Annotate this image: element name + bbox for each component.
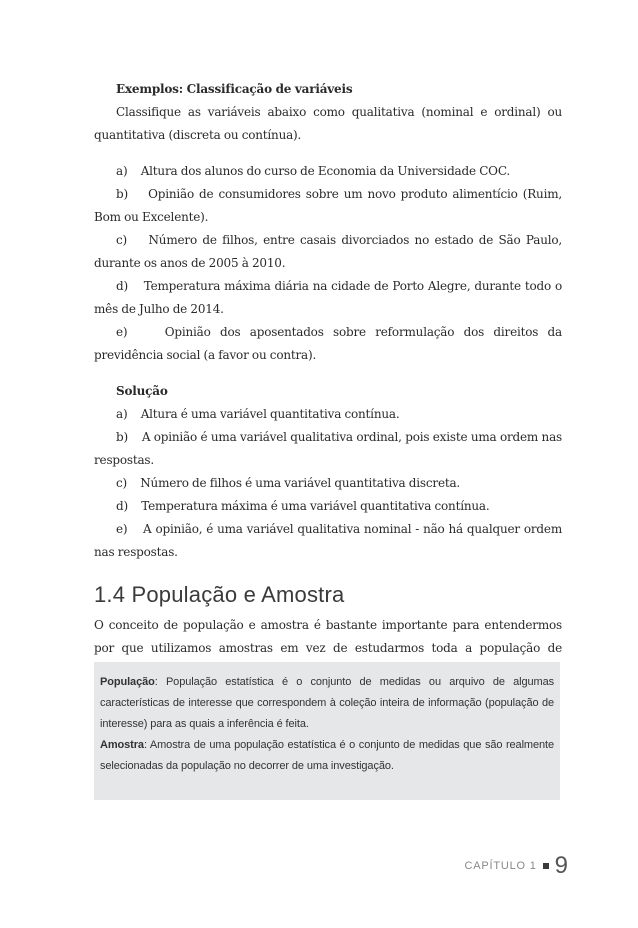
example-item-e: e) Opinião dos aposentados sobre reformulação dos direitos da previdência social (a favor ou contra). bbox=[94, 325, 562, 362]
square-bullet-icon bbox=[543, 863, 549, 869]
solution-item-a: a) Altura é uma variável quantitativa contínua. bbox=[116, 407, 400, 421]
definition-term: População bbox=[100, 676, 155, 688]
definition-text: : Amostra de uma população estatística é o conjunto de medidas que são realmente selecionadas da população no decorrer de uma investigação. bbox=[100, 739, 554, 772]
page-footer bbox=[464, 854, 568, 878]
section-title: 1.4 População e Amostra bbox=[94, 582, 345, 607]
definition-populacao bbox=[100, 672, 554, 735]
examples-intro: Classifique as variáveis abaixo como qualitativa (nominal e ordinal) ou quantitativa (discreta ou contínua). bbox=[94, 105, 562, 142]
solution-heading: Solução bbox=[116, 384, 168, 398]
examples-heading: Exemplos: Classificação de variáveis bbox=[116, 82, 353, 96]
page-number: 9 bbox=[554, 852, 568, 879]
definition-box bbox=[94, 662, 560, 800]
page-body bbox=[94, 78, 562, 683]
definition-term: Amostra bbox=[100, 739, 144, 751]
chapter-label: CAPÍTULO 1 bbox=[464, 860, 537, 872]
section-paragraph: O conceito de população e amostra é bastante importante para entendermos por que utilizamos amostras em vez de estudarmos toda a população de bbox=[94, 618, 562, 655]
definition-amostra bbox=[100, 735, 554, 777]
example-item-b: b) Opinião de consumidores sobre um novo produto alimentício (Ruim, Bom ou Excelente). bbox=[94, 187, 562, 224]
solution-item-e: e) A opinião, é uma variável qualitativa nominal - não há qualquer ordem nas respostas. bbox=[94, 522, 562, 559]
example-item-a: a) Altura dos alunos do curso de Economia da Universidade COC. bbox=[116, 164, 510, 178]
solution-item-c: c) Número de filhos é uma variável quantitativa discreta. bbox=[116, 476, 461, 490]
example-item-d: d) Temperatura máxima diária na cidade de Porto Alegre, durante todo o mês de Julho de 2014. bbox=[94, 279, 562, 316]
solution-item-b: b) A opinião é uma variável qualitativa ordinal, pois existe uma ordem nas respostas. bbox=[94, 430, 562, 467]
example-item-c: c) Número de filhos, entre casais divorciados no estado de São Paulo, durante os anos de 2005 à 2010. bbox=[94, 233, 562, 270]
definition-text: : População estatística é o conjunto de medidas ou arquivo de algumas características de interesse que correspondem à coleção inteira de informação (população de interesse) para as quais a inferência é feita. bbox=[100, 676, 554, 730]
solution-item-d: d) Temperatura máxima é uma variável quantitativa contínua. bbox=[116, 499, 490, 513]
